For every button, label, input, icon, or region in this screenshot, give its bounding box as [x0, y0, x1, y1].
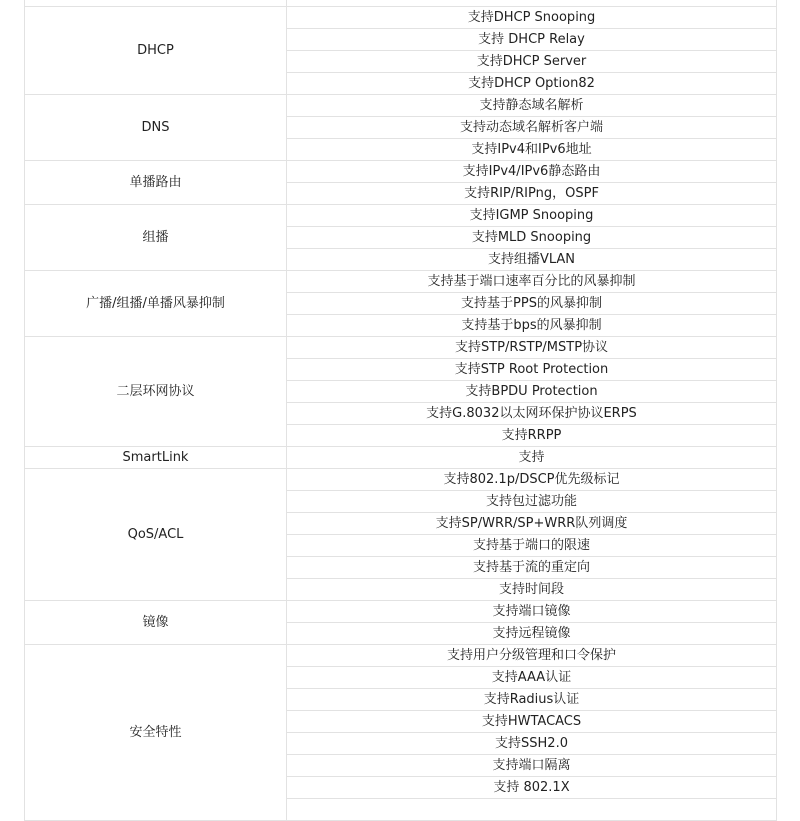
feature-cell: 支持基于端口的限速 [287, 535, 777, 557]
feature-cell: 支持AAA认证 [287, 667, 777, 689]
feature-cell: 支持DHCP Snooping [287, 7, 777, 29]
feature-cell: 支持时间段 [287, 579, 777, 601]
category-cell: 组播 [25, 205, 287, 271]
table-row [25, 7, 777, 29]
feature-cell: 支持DHCP Server [287, 51, 777, 73]
table-row [25, 601, 777, 623]
feature-cell: 支持基于PPS的风暴抑制 [287, 293, 777, 315]
feature-cell: 支持DHCP Option82 [287, 73, 777, 95]
category-cell: 镜像 [25, 601, 287, 645]
feature-cell: 支持端口隔离 [287, 755, 777, 777]
feature-cell: 支持组播VLAN [287, 249, 777, 271]
feature-cell: 支持STP Root Protection [287, 359, 777, 381]
category-cell: 单播路由 [25, 161, 287, 205]
category-cell: SmartLink [25, 447, 287, 469]
feature-cell: 支持802.1p/DSCP优先级标记 [287, 469, 777, 491]
table-row [25, 337, 777, 359]
feature-cell: 支持MLD Snooping [287, 227, 777, 249]
feature-cell: 支持IPv4/IPv6静态路由 [287, 161, 777, 183]
category-cell: DNS [25, 95, 287, 161]
feature-cell: 支持SP/WRR/SP+WRR队列调度 [287, 513, 777, 535]
feature-cell: 支持远程镜像 [287, 623, 777, 645]
feature-cell: 支持G.8032以太网环保护协议ERPS [287, 403, 777, 425]
feature-cell: 支持基于流的重定向 [287, 557, 777, 579]
feature-cell: 支持Radius认证 [287, 689, 777, 711]
feature-cell: 支持SSH2.0 [287, 733, 777, 755]
feature-cell: 支持IGMP Snooping [287, 205, 777, 227]
table-row [25, 469, 777, 491]
table-row [25, 161, 777, 183]
spec-table [24, 0, 777, 821]
feature-cell: 支持静态域名解析 [287, 95, 777, 117]
spec-table-container [24, 0, 777, 821]
spec-table-body [25, 0, 777, 821]
feature-cell: 支持基于端口速率百分比的风暴抑制 [287, 271, 777, 293]
feature-cell: 支持用户分级管理和口令保护 [287, 645, 777, 667]
feature-cell: 支持STP/RSTP/MSTP协议 [287, 337, 777, 359]
feature-cell [287, 799, 777, 821]
category-cell: QoS/ACL [25, 469, 287, 601]
feature-cell: 支持 DHCP Relay [287, 29, 777, 51]
feature-cell: 支持IPv4和IPv6地址 [287, 139, 777, 161]
feature-cell: 支持基于bps的风暴抑制 [287, 315, 777, 337]
table-row [25, 205, 777, 227]
table-row [25, 645, 777, 667]
feature-cell: 支持RIP/RIPng，OSPF [287, 183, 777, 205]
category-cell: DHCP [25, 7, 287, 95]
table-row [25, 271, 777, 293]
feature-cell: 支持HWTACACS [287, 711, 777, 733]
category-cell: 广播/组播/单播风暴抑制 [25, 271, 287, 337]
feature-cell: 支持端口镜像 [287, 601, 777, 623]
feature-cell: 支持包过滤功能 [287, 491, 777, 513]
feature-cell: 支持 [287, 447, 777, 469]
table-row [25, 95, 777, 117]
feature-cell: 支持RRPP [287, 425, 777, 447]
feature-cell: 支持动态域名解析客户端 [287, 117, 777, 139]
feature-cell: 支持BPDU Protection [287, 381, 777, 403]
category-cell: 安全特性 [25, 645, 287, 821]
feature-cell: 支持 802.1X [287, 777, 777, 799]
category-cell: 二层环网协议 [25, 337, 287, 447]
table-row [25, 447, 777, 469]
